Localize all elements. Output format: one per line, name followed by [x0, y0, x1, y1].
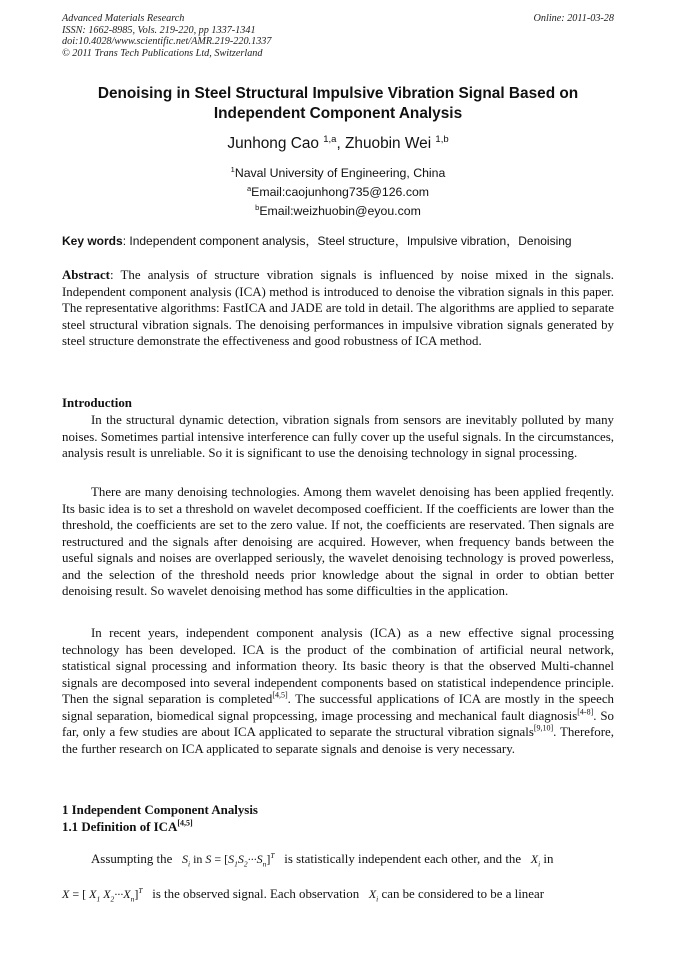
section-1-heading: 1 Independent Component Analysis: [62, 803, 258, 817]
author-separator: ,: [336, 135, 345, 153]
email-a-text: Email:caojunhong735@126.com: [251, 185, 430, 200]
keywords-label: Key words: [62, 234, 123, 248]
abstract-text: : The analysis of structure vibration signals is influenced by noise mixed in the signals. Independent component analysis (ICA) method is introduced to denoise the vibration signals in this paper. The representative algorithms: FastICA and JADE are told in detail. The algorithms are applied to separate steel structural vibration signals. The denoising performances in impulsive vibration signals generated by steel structure demonstrate the effectiveness and good robustness of ICA method.: [62, 268, 614, 349]
section-1-1-heading: [62, 819, 193, 836]
affiliation-email-a: [62, 181, 614, 200]
p3-text-b: . The successful applications of ICA are mostly in the speech signal separation, biomedical signal propcessing, image processing and mechanical fault diagnosis: [62, 692, 614, 723]
paper-title: [62, 84, 614, 124]
p3-text-a: In recent years, independent component analysis (ICA) as a new effective signal processing technology has been developed. ICA is the product of the combination of artificial neural network, statistical signal processing and information theory. Its basic theory is that the observed Multi-channel signals are decomposed into several independent components based on statistical independence principle. Then the signal separation is completed: [62, 626, 614, 707]
citation-ref: [4-8]: [577, 707, 594, 717]
keywords: [62, 234, 628, 249]
abstract-label: Abstract: [62, 268, 110, 282]
eq2-text-b: can be considered to be a linear: [381, 887, 544, 901]
abstract: [62, 267, 614, 350]
formula-si-in-s: $S_i$ in $S = [S_1S_2\cdot\cdot\cdot S_n]^T$: [181, 851, 275, 869]
formula-xi: $X_i$: [530, 852, 541, 869]
p3-text-d: . Therefore, the further research on ICA applicated to separate signals and denoise is very necessary.: [62, 725, 614, 756]
equation-line-2: [62, 883, 614, 907]
citation-ref: [9,10]: [533, 723, 554, 733]
formula-x-vector: X = [ $X_1$ $X_2\cdot\cdot\cdot X_n]^T$: [62, 886, 143, 904]
email-b-text: Email:weizhuobin@eyou.com: [259, 204, 421, 219]
subheading-text: 1.1 Definition of ICA: [62, 820, 178, 834]
online-date: Online: 2011-03-28: [533, 13, 614, 24]
p3-text-c: . So far, only a few studies are about ICA applicated to separate the structural vibration signals: [62, 708, 615, 740]
journal-header: [62, 13, 614, 59]
affil-sup-a: a: [246, 184, 252, 193]
author-list: [62, 130, 614, 154]
journal-name: Advanced Materials Research: [62, 13, 185, 24]
citation-ref: [4,5]: [177, 818, 193, 828]
formula-xi-2: $X_i$: [368, 887, 379, 904]
eq1-text-b: is statistically independent each other, and the: [284, 852, 522, 866]
journal-doi: doi:10.4028/www.scientific.net/AMR.219-220.1337: [62, 36, 272, 48]
intro-paragraph-2: There are many denoising technologies. Among them wavelet denoising has been applied freqently. Its basic idea is to set a threshold on wavelet decomposed coefficient. If the coefficients are lower than the threshold, the coefficients are set to the zero value. If not, the coefficients are reservated. Then signals are restructured and the signals after denoising are acquired. However, when frequency bands between the useful signals and noises are overlapped seriously, the wavelet denoising technology is proved powerless, and the selection of the threshold needs prior knowledge about the signal in order to obtian better denoising result. So wavelet denoising method has some difficulties in the application.: [62, 485, 614, 599]
author-1-affil: 1,a: [323, 134, 337, 145]
affil-inst-text: Naval University of Engineering, China: [234, 166, 446, 181]
intro-paragraph-3: [62, 625, 614, 757]
journal-copyright: © 2011 Trans Tech Publications Ltd, Switzerland: [62, 47, 263, 59]
affil-sup-1: 1: [230, 165, 235, 174]
journal-issn: ISSN: 1662-8985, Vols. 219-220, pp 1337-1341: [62, 24, 256, 36]
title-line-2: Independent Component Analysis: [213, 105, 463, 122]
equation-line-1: [91, 848, 614, 872]
eq2-text-a: is the observed signal. Each observation: [152, 887, 360, 901]
eq1-text-a: Assumpting the: [91, 852, 173, 866]
citation-ref: [4,5]: [272, 690, 288, 700]
author-1-name: Junhong Cao: [227, 135, 324, 153]
intro-paragraph-1: In the structural dynamic detection, vibration signals from sensors are inevitably polluted by many noises. Sometimes partial intensive interference can fully cover up the useful signals. In the circumstances, analysis result is unreliable. So it is significant to use the denoising technology in signal processing.: [62, 413, 614, 461]
affil-sup-b: b: [255, 203, 260, 212]
author-2-name: Zhuobin Wei: [345, 135, 436, 153]
affiliation-email-b: [62, 200, 614, 219]
title-line-1: Denoising in Steel Structural Impulsive Vibration Signal Based on: [97, 85, 579, 102]
affiliation-institution: [62, 162, 614, 181]
author-2-affil: 1,b: [435, 134, 449, 145]
eq1-text-c: in: [543, 852, 554, 866]
keywords-text: : Independent component analysis，Steel structure，Impulsive vibration，Denoising: [122, 234, 572, 248]
intro-heading: Introduction: [62, 396, 132, 410]
